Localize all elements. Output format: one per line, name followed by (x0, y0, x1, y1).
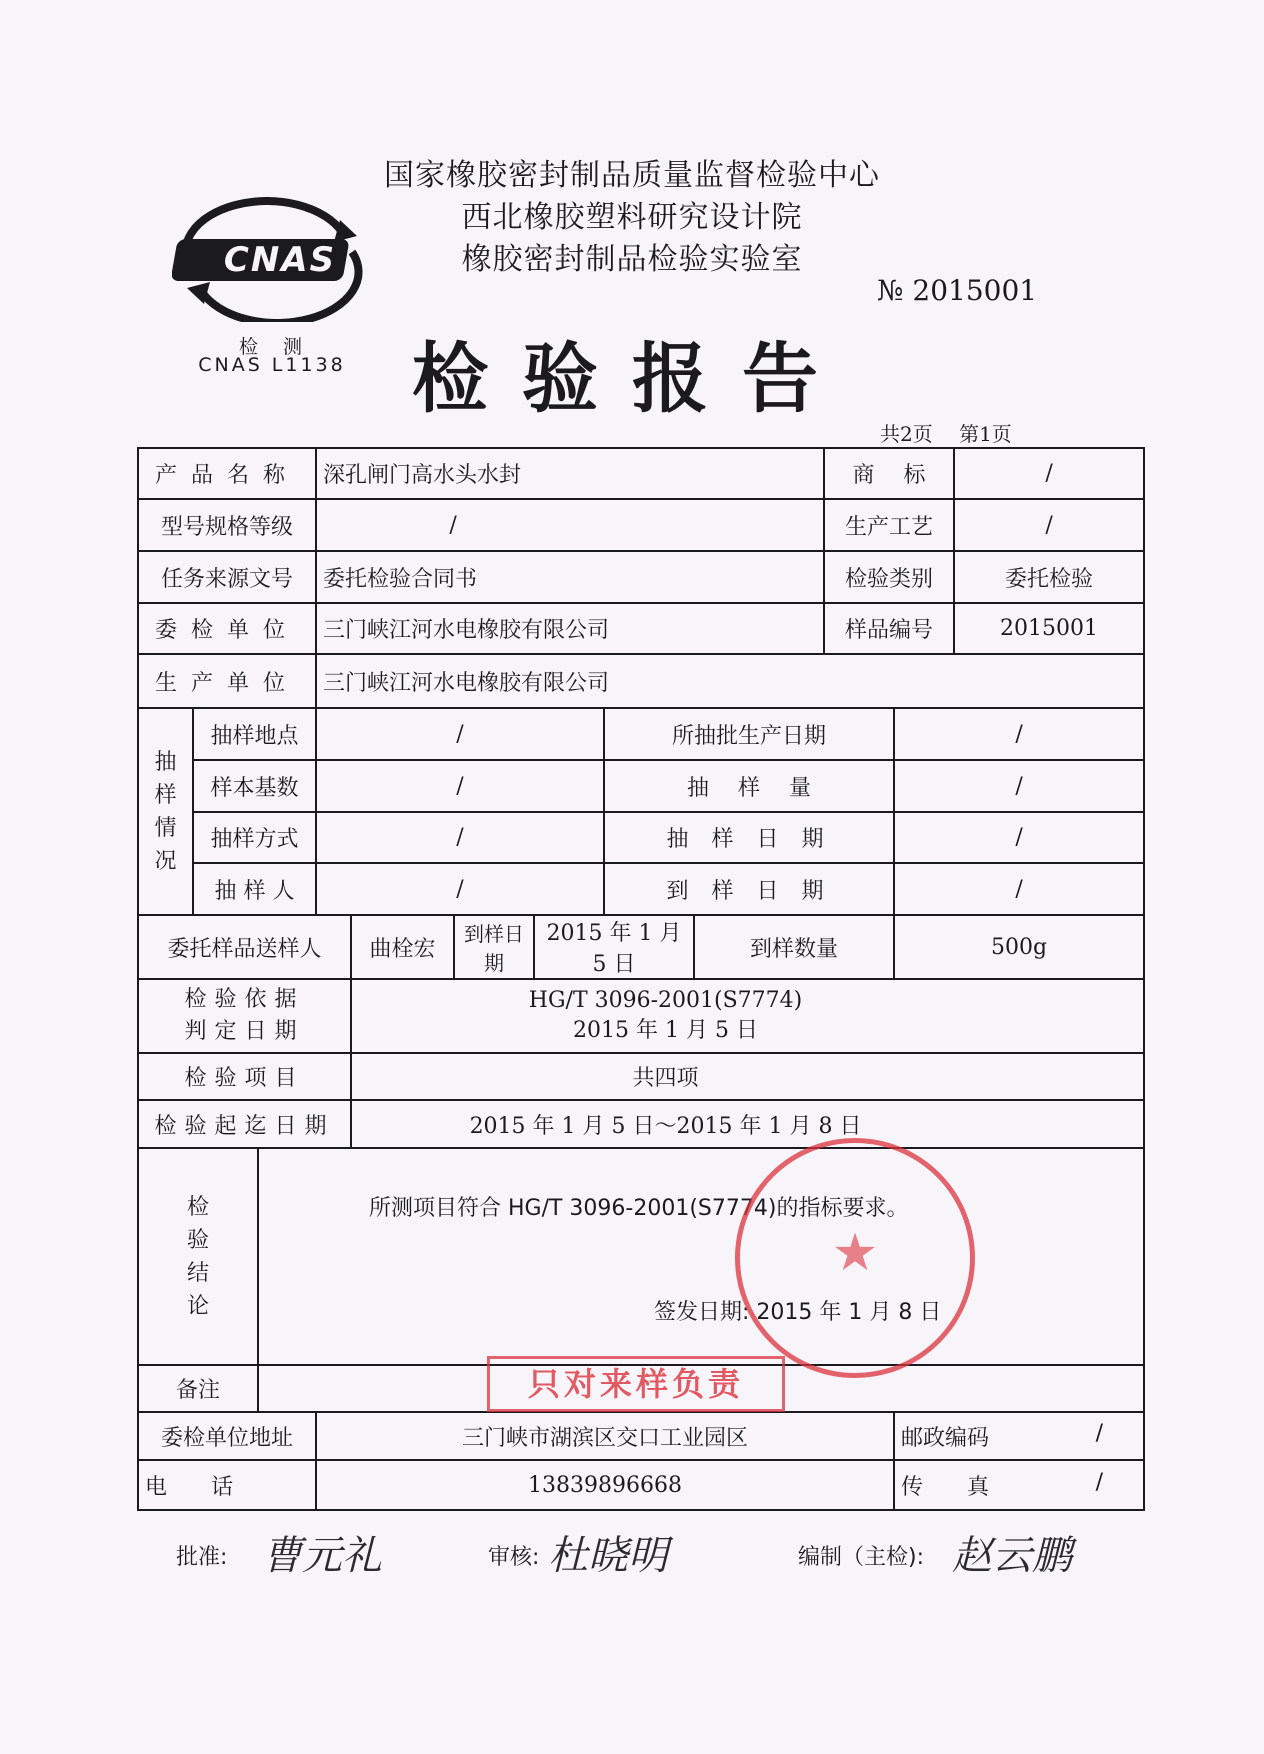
model-label: 型号规格等级 (138, 499, 316, 551)
sample-responsibility-stamp: 只对来样负责 (487, 1356, 785, 1412)
judge-value: 2015 年 1 月 5 日 (573, 1018, 758, 1043)
sampling-place-label: 抽样地点 (193, 708, 316, 760)
sample-no-label: 样品编号 (824, 603, 954, 654)
arrival-label: 到样日期 (454, 915, 534, 979)
batch-date-value: / (894, 708, 1144, 760)
org-name-3: 橡胶密封制品检验实验室 (461, 242, 803, 277)
basis-value: HG/T 3096-2001(S7774) (528, 988, 803, 1013)
fax-cell (894, 1460, 1144, 1510)
address-label: 委检单位地址 (138, 1412, 316, 1460)
conclusion-label (138, 1148, 258, 1365)
row-producer (138, 654, 1144, 708)
sampling-label (138, 708, 193, 915)
row-address (138, 1412, 1144, 1460)
basis-label: 检验依据 (184, 987, 305, 1012)
row-conclusion (138, 1148, 1144, 1365)
report-title: 检验报告 (412, 334, 852, 423)
process-label: 生产工艺 (824, 499, 954, 551)
cnas-logo-code: CNAS L1138 (198, 354, 346, 376)
report-table (137, 447, 1145, 1511)
arrival-date-label-2: 到 样 日 期 (604, 863, 894, 915)
sample-base-value: / (316, 760, 604, 812)
postcode-label: 邮政编码 (901, 1425, 990, 1451)
fax-value: / (1095, 1469, 1104, 1495)
sampling-date-value: / (894, 812, 1144, 863)
sampling-row-2 (138, 760, 1144, 812)
sampling-place-value: / (316, 708, 604, 760)
review-signature: 杜晓明 (548, 1533, 668, 1579)
row-task (138, 551, 1144, 603)
conclusion-cell (258, 1148, 1144, 1365)
compile-label: 编制（主检): (798, 1545, 924, 1570)
period-label: 检验起迄日期 (138, 1100, 351, 1148)
official-seal-icon: ★ (735, 1138, 975, 1378)
basis-judge-value (351, 979, 1144, 1053)
sample-qty-value: / (894, 760, 1144, 812)
product-name-value: 深孔闸门高水头水封 (316, 448, 824, 499)
judge-label: 判定日期 (184, 1019, 305, 1044)
sampling-label-text: 抽样情况 (154, 749, 177, 874)
period-value: 2015 年 1 月 5 日～2015 年 1 月 8 日 (351, 1100, 1144, 1148)
process-value: / (954, 499, 1144, 551)
row-basis (138, 979, 1144, 1053)
task-value: 委托检验合同书 (316, 551, 824, 603)
review-label: 审核: (488, 1545, 540, 1570)
org-name-2: 西北橡胶塑料研究设计院 (461, 200, 803, 235)
model-value: / (316, 499, 824, 551)
sampling-method-label: 抽样方式 (193, 812, 316, 863)
phone-value: 13839896668 (316, 1460, 894, 1510)
approve-label: 批准: (176, 1545, 228, 1570)
row-product (138, 448, 1144, 499)
product-name-label: 产品名称 (138, 448, 316, 499)
client-value: 三门峡江河水电橡胶有限公司 (316, 603, 824, 654)
sampling-date-label: 抽 样 日 期 (604, 812, 894, 863)
sender-label: 委托样品送样人 (138, 915, 351, 979)
row-items (138, 1053, 1144, 1100)
inspect-type-value: 委托检验 (954, 551, 1144, 603)
trademark-label: 商 标 (824, 448, 954, 499)
org-name-1: 国家橡胶密封制品质量监督检验中心 (384, 158, 880, 193)
batch-date-label: 所抽批生产日期 (604, 708, 894, 760)
issue-date: 签发日期: 2015 年 1 月 8 日 (654, 1300, 942, 1325)
phone-label: 电 话 (138, 1460, 316, 1510)
inspect-type-label: 检验类别 (824, 551, 954, 603)
items-value: 共四项 (351, 1053, 1144, 1100)
fax-label: 传 真 (901, 1474, 990, 1500)
sampler-value: / (316, 863, 604, 915)
remark-label: 备注 (138, 1365, 258, 1412)
row-period (138, 1100, 1144, 1148)
sampling-row-1 (138, 708, 1144, 760)
sample-base-label: 样本基数 (193, 760, 316, 812)
sampling-method-value: / (316, 812, 604, 863)
items-label: 检验项目 (138, 1053, 351, 1100)
approve-signature: 曹元礼 (262, 1533, 382, 1579)
report-number: № 2015001 (877, 274, 1038, 307)
sample-qty-label: 抽 样 量 (604, 760, 894, 812)
row-client (138, 603, 1144, 654)
row-phone (138, 1460, 1144, 1510)
postcode-value: / (1095, 1420, 1104, 1446)
compile-signature: 赵云鹏 (952, 1533, 1072, 1579)
basis-judge-label (138, 979, 351, 1053)
address-value: 三门峡市湖滨区交口工业园区 (316, 1412, 894, 1460)
row-model (138, 499, 1144, 551)
trademark-value: / (954, 448, 1144, 499)
sampler-label: 抽 样 人 (193, 863, 316, 915)
cnas-logo-text: CNAS (223, 240, 337, 280)
sampling-row-3 (138, 812, 1144, 863)
sampling-row-4 (138, 863, 1144, 915)
conclusion-label-text: 检验结论 (186, 1194, 209, 1319)
sender-value: 曲栓宏 (351, 915, 454, 979)
page-indicator: 共2页 第1页 (880, 422, 1012, 446)
task-label: 任务来源文号 (138, 551, 316, 603)
cnas-logo-sub: 检 测 (238, 336, 305, 358)
arrival-date-value-2: / (894, 863, 1144, 915)
producer-value: 三门峡江河水电橡胶有限公司 (316, 654, 1144, 708)
arrival-value: 2015 年 1 月 5 日 (534, 915, 694, 979)
conclusion-text: 所测项目符合 HG/T 3096-2001(S7774)的指标要求。 (369, 1196, 909, 1221)
postcode-cell (894, 1412, 1144, 1460)
qty-label: 到样数量 (694, 915, 894, 979)
producer-label: 生产单位 (138, 654, 316, 708)
qty-value: 500g (894, 915, 1144, 979)
row-sender (138, 915, 1144, 979)
sample-no-value: 2015001 (954, 603, 1144, 654)
client-label: 委检单位 (138, 603, 316, 654)
